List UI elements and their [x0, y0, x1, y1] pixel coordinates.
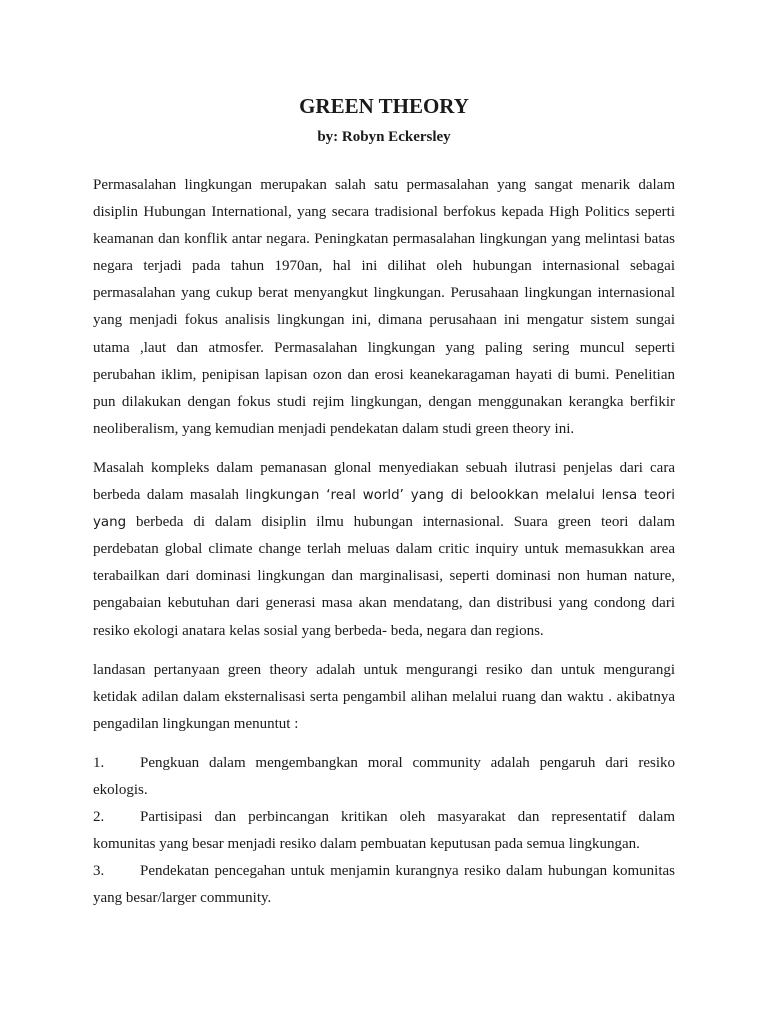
list-item-number: 1.: [93, 754, 105, 771]
demands-list: [93, 750, 675, 913]
document-content: [93, 90, 675, 912]
list-item: [93, 804, 675, 858]
paragraph-climate-part3: berbeda di dalam disiplin ilmu hubungan internasional. Suara green teori dalam perdebatan global climate change terlah meluas dalam critic inquiry untuk memasukkan area terabailkan dari dominasi lingkungan dan marginalisasi, seperti dominasi non human nature, pengabaian kebutuhan dari generasi masa akan mendatang, dan distribusi yang condong dari resiko ekologi anatara kelas sosial yang berbeda- beda, negara dan regions.: [93, 514, 676, 639]
list-item-text: Pendekatan pencegahan untuk menjamin kurangnya resiko dalam hubungan komunitas yang besar/larger community.: [93, 863, 675, 907]
list-item-text: Pengkuan dalam mengembangkan moral community adalah pengaruh dari resiko ekologis.: [93, 754, 675, 798]
list-item-text: Partisipasi dan perbincangan kritikan oleh masyarakat dan representatif dalam komunitas yang besar menjadi resiko dalam pembuatan keputusan pada semua lingkungan.: [93, 809, 675, 853]
list-item-number: 2.: [93, 809, 105, 826]
paragraph-climate-part2: lingkungan ‘real world’ yang di belookkan melalui lensa teori yang: [93, 488, 676, 531]
document-author: by: Robyn Eckersley: [317, 129, 451, 145]
list-item: [93, 750, 675, 804]
paragraph-climate: [93, 455, 675, 645]
paragraph-climate-part1: Masalah kompleks dalam pemanasan glonal menyediakan sebuah ilutrasi penjelas dari cara berbeda dalam masalah: [93, 459, 675, 504]
list-item: [93, 858, 675, 912]
paragraph-intro: Permasalahan lingkungan merupakan salah satu permasalahan yang sangat menarik dalam disiplin Hubungan International, yang secara tradisional berfokus kepada High Politics seperti keamanan dan konflik antar negara. Peningkatan permasalahan lingkungan yang melintasi batas negara terjadi pada tahun 1970an, hal ini dilihat oleh hubungan internasional sebagai permasalahan yang cukup berat menyangkut lingkungan. Perusahaan lingkungan internasional yang menjadi fokus analisis lingkungan ini, dimana perusahaan ini mengatur sistem sungai utama ,laut dan atmosfer. Permasalahan lingkungan yang paling sering muncul seperti perubahan iklim, penipisan lapisan ozon dan erosi keanekaragaman hayati di bumi. Penelitian pun dilakukan dengan fokus studi rejim lingkungan, dengan menggunakan kerangka berfikir neoliberalism, yang kemudian menjadi pendekatan dalam studi green theory ini.: [93, 177, 675, 437]
list-item-number: 3.: [93, 863, 105, 880]
paragraph-basis: landasan pertanyaan green theory adalah untuk mengurangi resiko dan untuk mengurangi ketidak adilan dalam eksternalisasi serta pengambil alihan melalui ruang dan waktu . akibatnya pengadilan lingkungan menuntut :: [93, 661, 675, 732]
document-title: GREEN THEORY: [299, 94, 469, 118]
